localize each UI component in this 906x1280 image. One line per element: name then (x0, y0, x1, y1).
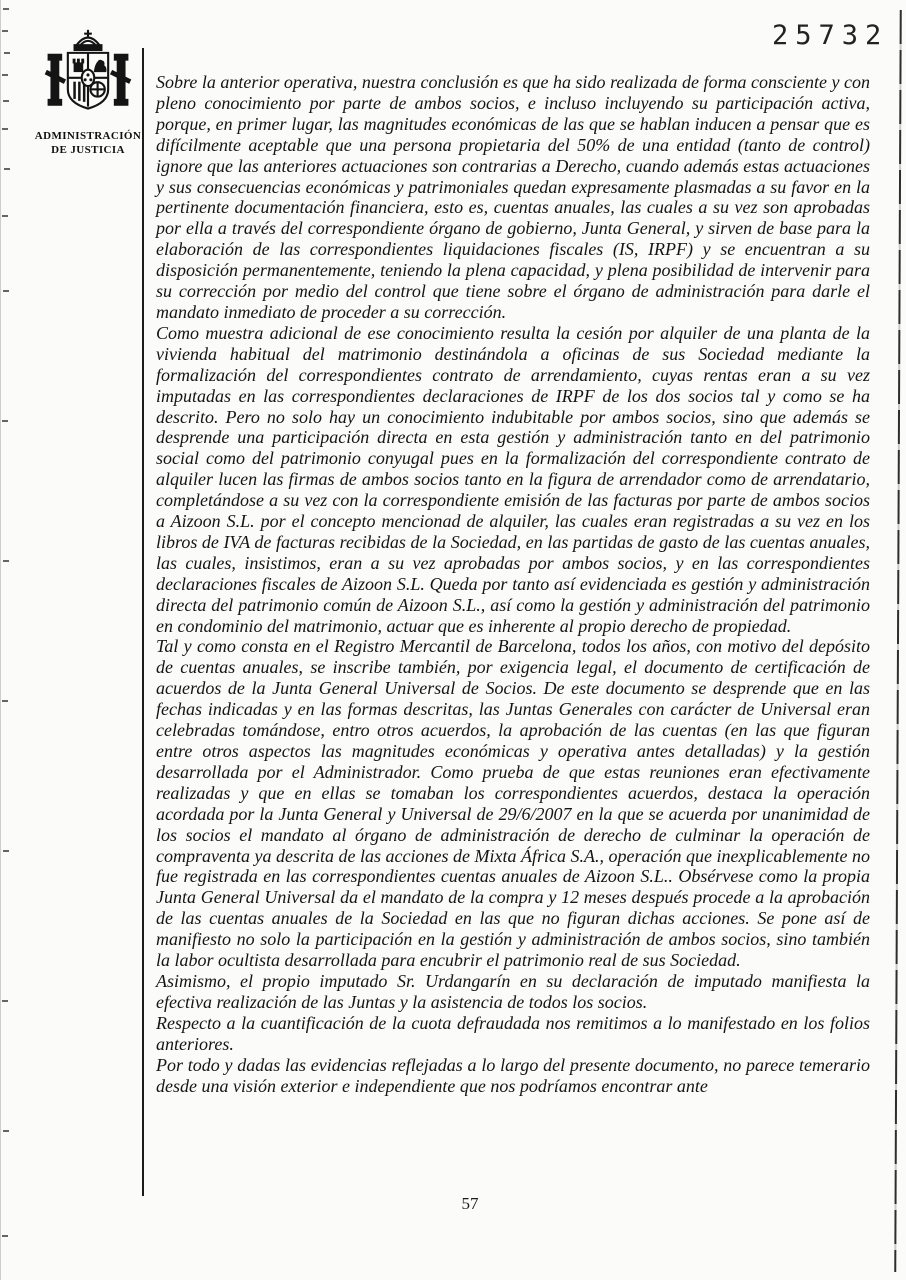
org-name-line1: ADMINISTRACIÓN (34, 130, 142, 142)
paragraph: Sobre la anterior operativa, nuestra conclusión es que ha sido realizada de forma consciente y con pleno conocimiento por parte de ambos socios, e incluso incluyendo su participación activa, porque, en primer lugar, las magnitudes económicas de las que se hablan inducen a pensar que es difícilmente aceptable que una persona propietaria del 50% de una entidad (tanto de control) ignore que las anteriores actuaciones son contrarias a Derecho, cuando además estas actuaciones y sus consecuencias económicas y patrimoniales quedan expresamente plasmadas a su favor en la pertinente documentación financiera, esto es, cuentas anuales, las cuales a su vez son aprobadas por ella a través del correspondiente órgano de gobierno, Junta General, y sirven de base para la elaboración de las correspondientes liquidaciones fiscales (IS, IRPF) y se encuentran a su disposición permanentemente, teniendo la plena capacidad, y plena posibilidad de intervenir para su corrección por medio del control que tiene sobre el órgano de administración para darle el mandato inmediato de proceder a su corrección. (156, 72, 870, 322)
scan-artifact-left-edge (0, 0, 1, 1280)
paragraph: Respecto a la cuantificación de la cuota defraudada nos remitimos a lo manifestado en los folios anteriores. (156, 1012, 870, 1054)
spanish-coat-of-arms-icon (40, 26, 136, 122)
paragraph: Como muestra adicional de ese conocimiento resulta la cesión por alquiler de una planta de la vivienda habitual del matrimonio destinándola a oficinas de sus Sociedad mediante la formalización del correspondientes contrato de arrendamiento, cuyas rentas eran a su vez imputadas en las correspondientes declaraciones de IRPF de los dos socios tal y como se ha descrito. Pero no solo hay un conocimiento indubitable por ambos socios, sino que además se desprende una participación directa en esta gestión y administración tanto en del patrimonio social como del patrimonio conyugal pues en la formalización del correspondiente contrato de alquiler lucen las firmas de ambos socios tanto en la figura de arrendador como de arrendatario, completándose a su vez con la correspondiente emisión de las facturas por parte de ambos socios a Aizoon S.L. por el concepto mencionad de alquiler, las cuales eran registradas a su vez en los libros de IVA de facturas recibidas de la Sociedad, en las partidas de gasto de las cuentas anuales, las cuales, insistimos, eran a su vez aprobadas por ambos socios, y en las correspondientes declaraciones fiscales de Aizoon S.L. Queda por tanto así evidenciada es gestión y administración directa del patrimonio común de Aizoon S.L., así como la gestión y administración del patrimonio en condominio del matrimonio, actuar que es inherente al propio derecho de propiedad. (156, 322, 870, 636)
scan-artifact-right-edge (894, 10, 902, 1272)
page-number: 57 (461, 1194, 479, 1213)
document-body (156, 72, 870, 1096)
paragraph: Tal y como consta en el Registro Mercantil de Barcelona, todos los años, con motivo del depósito de cuentas anuales, se inscribe también, por exigencia legal, el documento de certificación de acuerdos de la Junta General Universal de Socios. De este documento se desprende que en las fechas indicadas y en las formas descritas, las Juntas Generales con carácter de Universal eran celebradas tomándose, entro otros acuerdos, la aprobación de las cuentas (en las que figuran entre otros aspectos las magnitudes económicas y operativa antes detalladas) y la gestión desarrollada por el Administrador. Como prueba de que estas reuniones eran efectivamente realizadas y que en ellas se tomaban los correspondientes acuerdos, destaca la operación acordada por la Junta General y Universal de 29/6/2007 en la que se acuerda por unanimidad de los socios el mandato al órgano de administración de derecho de culminar la operación de compraventa ya descrita de las acciones de Mixta África S.A., operación que inexplicablemente no fue registrada en las correspondientes cuentas anuales de Aizoon S.L.. Obsérvese como la propia Junta General Universal da el mandato de la compra y 12 meses después procede a la aprobación de las cuentas anuales de la Sociedad en las que no figuran dichas acciones. Se pone así de manifiesto no solo la participación en la gestión y administración de ambos socios, sino también la labor ocultista desarrollada para encubrir el patrimonio real de sus Sociedad. (156, 636, 870, 971)
paragraph: Asimismo, el propio imputado Sr. Urdangarín en su declaración de imputado manifiesta la efectiva realización de las Juntas y la asistencia de todos los socios. (156, 970, 870, 1012)
margin-rule (142, 48, 144, 1196)
letterhead (26, 26, 150, 157)
paragraph: Por todo y dadas las evidencias reflejadas a lo largo del presente documento, no parece temerario desde una visión exterior e independiente que nos podríamos encontrar ante (156, 1054, 870, 1096)
folio-stamp-number: 25732 (772, 20, 889, 51)
org-name-line2: DE JUSTICIA (51, 144, 125, 156)
